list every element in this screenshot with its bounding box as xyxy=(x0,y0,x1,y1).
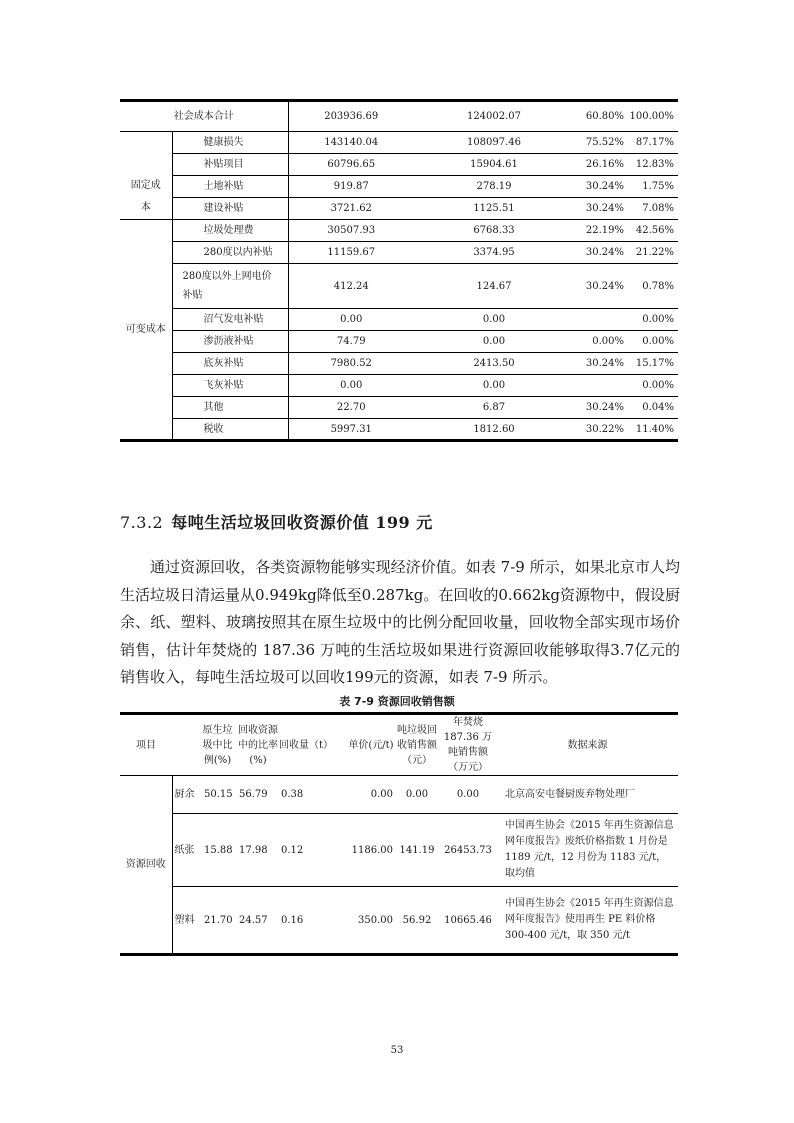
table-cell: 0.00 xyxy=(414,331,574,353)
table-cell: 0.16 xyxy=(279,887,347,955)
table-cell: 1812.60 xyxy=(414,419,574,441)
category-variable xyxy=(120,220,172,441)
table-row xyxy=(120,264,678,309)
row-label: 280度以内补贴 xyxy=(172,242,288,264)
table-cell: 1.75% xyxy=(628,176,678,198)
header-qty: 回收量（t） xyxy=(279,714,347,776)
header-item: 项目 xyxy=(120,714,172,776)
category-label: 固定成本 xyxy=(130,180,161,213)
table-cell: 56.92 xyxy=(395,887,439,955)
section-title: 每吨生活垃圾回收资源价值 199 元 xyxy=(171,513,433,532)
table-cell: 22.19% xyxy=(574,220,628,242)
table-cell: 26453.73 xyxy=(439,814,497,887)
table-cell: 6.87 xyxy=(414,397,574,419)
table-cell: 30.22% xyxy=(574,419,628,441)
table-caption: 表 7-9 资源回收销售额 xyxy=(339,695,455,708)
row-label: 厨余 xyxy=(172,776,202,814)
table-cell: 143140.04 xyxy=(288,132,414,154)
table-cell: 3721.62 xyxy=(288,198,414,220)
table-row xyxy=(120,375,678,397)
table-cell: 278.19 xyxy=(414,176,574,198)
row-label: 健康损失 xyxy=(172,132,288,154)
table-cell: 0.00 xyxy=(347,776,395,814)
table-cell: 21.22% xyxy=(628,242,678,264)
table-cell: 350.00 xyxy=(347,887,395,955)
table-cell: 11.40% xyxy=(628,419,678,441)
table-cell: 22.70 xyxy=(288,397,414,419)
table-cell: 141.19 xyxy=(395,814,439,887)
table-cell: 56.79 xyxy=(237,776,279,814)
table-cell: 0.78% xyxy=(628,264,678,309)
table-cell: 30.24% xyxy=(574,264,628,309)
row-label: 沼气发电补贴 xyxy=(172,309,288,331)
table-cell: 2413.50 xyxy=(414,353,574,375)
body-paragraph: 通过资源回收，各类资源物能够实现经济价值。如表 7-9 所示，如果北京市人均生活垃圾日清运量从0.949kg降低至0.287kg。在回收的0.662kg资源物中，假设厨余、纸、塑料、玻璃按照其在原生垃圾中的比例分配回收量，回收物全部实现市场价销售，估计年焚烧的 187.36 万吨的生活垃圾如果进行资源回收能够取得3.7亿元的销售收入，每吨生活垃圾可以回收199元的资源，如表 7-9 所示。 xyxy=(120,558,680,686)
table-cell: 0.00 xyxy=(395,776,439,814)
section-heading xyxy=(120,510,433,533)
table-cell: 10665.46 xyxy=(439,887,497,955)
table-cell: 0.00% xyxy=(628,331,678,353)
table-cell: 0.12 xyxy=(279,814,347,887)
table-cell: 108097.46 xyxy=(414,132,574,154)
table-row xyxy=(120,198,678,220)
table-cell: 15.17% xyxy=(628,353,678,375)
table-cell: 0.00 xyxy=(288,375,414,397)
table-cell: 30507.93 xyxy=(288,220,414,242)
table-cell: 7980.52 xyxy=(288,353,414,375)
header-share: 原生垃圾中比例(%) xyxy=(172,714,237,776)
source-cell: 中国再生协会《2015 年再生资源信息网年度报告》废纸价格指数 1 月份是 1189 元/t，12 月份为 1183 元/t，取均值 xyxy=(497,814,678,887)
table-cell: 75.52% xyxy=(574,132,628,154)
cost-table xyxy=(120,99,678,442)
table-cell: 0.00% xyxy=(574,331,628,353)
table-cell: 919.87 xyxy=(288,176,414,198)
table-cell: 50.15 xyxy=(202,776,237,814)
row-label: 补贴项目 xyxy=(172,154,288,176)
group-label: 资源回收 xyxy=(120,776,172,955)
table-cell: 100.00% xyxy=(628,101,678,132)
table-row xyxy=(120,419,678,441)
table-cell: 26.16% xyxy=(574,154,628,176)
table-cell: 6768.33 xyxy=(414,220,574,242)
row-label: 其他 xyxy=(172,397,288,419)
table-cell: 0.04% xyxy=(628,397,678,419)
table-row xyxy=(120,101,678,132)
table-row xyxy=(120,776,678,814)
table-row xyxy=(120,154,678,176)
table-cell: 5997.31 xyxy=(288,419,414,441)
table-cell: 124002.07 xyxy=(414,101,574,132)
table-cell: 0.00 xyxy=(414,309,574,331)
row-label: 底灰补贴 xyxy=(172,353,288,375)
table-cell: 30.24% xyxy=(574,242,628,264)
table-row xyxy=(120,242,678,264)
table-cell: 0.00% xyxy=(628,375,678,397)
table-cell: 12.83% xyxy=(628,154,678,176)
section-number: 7.3.2 xyxy=(120,513,164,532)
table-cell: 0.00% xyxy=(628,309,678,331)
table-cell: 0.38 xyxy=(279,776,347,814)
table-cell: 42.56% xyxy=(628,220,678,242)
table-cell: 21.70 xyxy=(202,887,237,955)
table-cell: 0.00 xyxy=(414,375,574,397)
row-label: 税收 xyxy=(172,419,288,441)
table-cell: 7.08% xyxy=(628,198,678,220)
header-annual: 年焚烧187.36 万吨销售额（万元） xyxy=(439,714,497,776)
table-cell: 30.24% xyxy=(574,198,628,220)
table-cell: 60.80% xyxy=(574,101,628,132)
row-label: 飞灰补贴 xyxy=(172,375,288,397)
table-cell xyxy=(574,309,628,331)
row-label: 塑料 xyxy=(172,887,202,955)
table-cell: 30.24% xyxy=(574,353,628,375)
table-row xyxy=(120,353,678,375)
table-cell: 1125.51 xyxy=(414,198,574,220)
source-cell: 中国再生协会《2015 年再生资源信息网年度报告》使用再生 PE 料价格 300-400 元/t，取 350 元/t xyxy=(497,887,678,955)
row-label: 纸张 xyxy=(172,814,202,887)
source-cell: 北京高安屯餐厨废弃物处理厂 xyxy=(497,776,678,814)
table-row xyxy=(120,309,678,331)
table-row xyxy=(120,397,678,419)
category-fixed xyxy=(120,132,172,220)
table-row xyxy=(120,814,678,887)
header-rate: 回收资源中的比率(%) xyxy=(237,714,279,776)
table-row xyxy=(120,220,678,242)
table-row xyxy=(120,132,678,154)
table-cell: 24.57 xyxy=(237,887,279,955)
table-row xyxy=(120,176,678,198)
table-cell: 60796.65 xyxy=(288,154,414,176)
table-cell: 17.98 xyxy=(237,814,279,887)
table-cell: 0.00 xyxy=(288,309,414,331)
table-cell: 124.67 xyxy=(414,264,574,309)
table-cell: 11159.67 xyxy=(288,242,414,264)
table-cell: 15.88 xyxy=(202,814,237,887)
table-cell: 3374.95 xyxy=(414,242,574,264)
table-cell: 30.24% xyxy=(574,176,628,198)
category-label: 可变成本 xyxy=(125,323,166,335)
table-cell: 15904.61 xyxy=(414,154,574,176)
row-label: 建设补贴 xyxy=(172,198,288,220)
table-cell: 30.24% xyxy=(574,397,628,419)
table-cell: 203936.69 xyxy=(288,101,414,132)
header-per-ton: 吨垃圾回收销售额（元） xyxy=(395,714,439,776)
header-row xyxy=(120,714,678,776)
row-label: 土地补贴 xyxy=(172,176,288,198)
table-cell: 412.24 xyxy=(288,264,414,309)
table-cell: 87.17% xyxy=(628,132,678,154)
recycling-sales-table xyxy=(120,712,678,956)
table-cell xyxy=(574,375,628,397)
table-row xyxy=(120,887,678,955)
header-price: 单价(元/t) xyxy=(347,714,395,776)
table-row xyxy=(120,331,678,353)
page-number: 53 xyxy=(390,1045,404,1056)
table-cell: 74.79 xyxy=(288,331,414,353)
table-cell: 0.00 xyxy=(439,776,497,814)
table-cell: 1186.00 xyxy=(347,814,395,887)
row-label: 社会成本合计 xyxy=(120,101,288,132)
header-source: 数据来源 xyxy=(497,714,678,776)
row-label: 垃圾处理费 xyxy=(172,220,288,242)
row-label: 渗沥液补贴 xyxy=(172,331,288,353)
row-label: 280度以外上网电价补贴 xyxy=(172,264,288,309)
